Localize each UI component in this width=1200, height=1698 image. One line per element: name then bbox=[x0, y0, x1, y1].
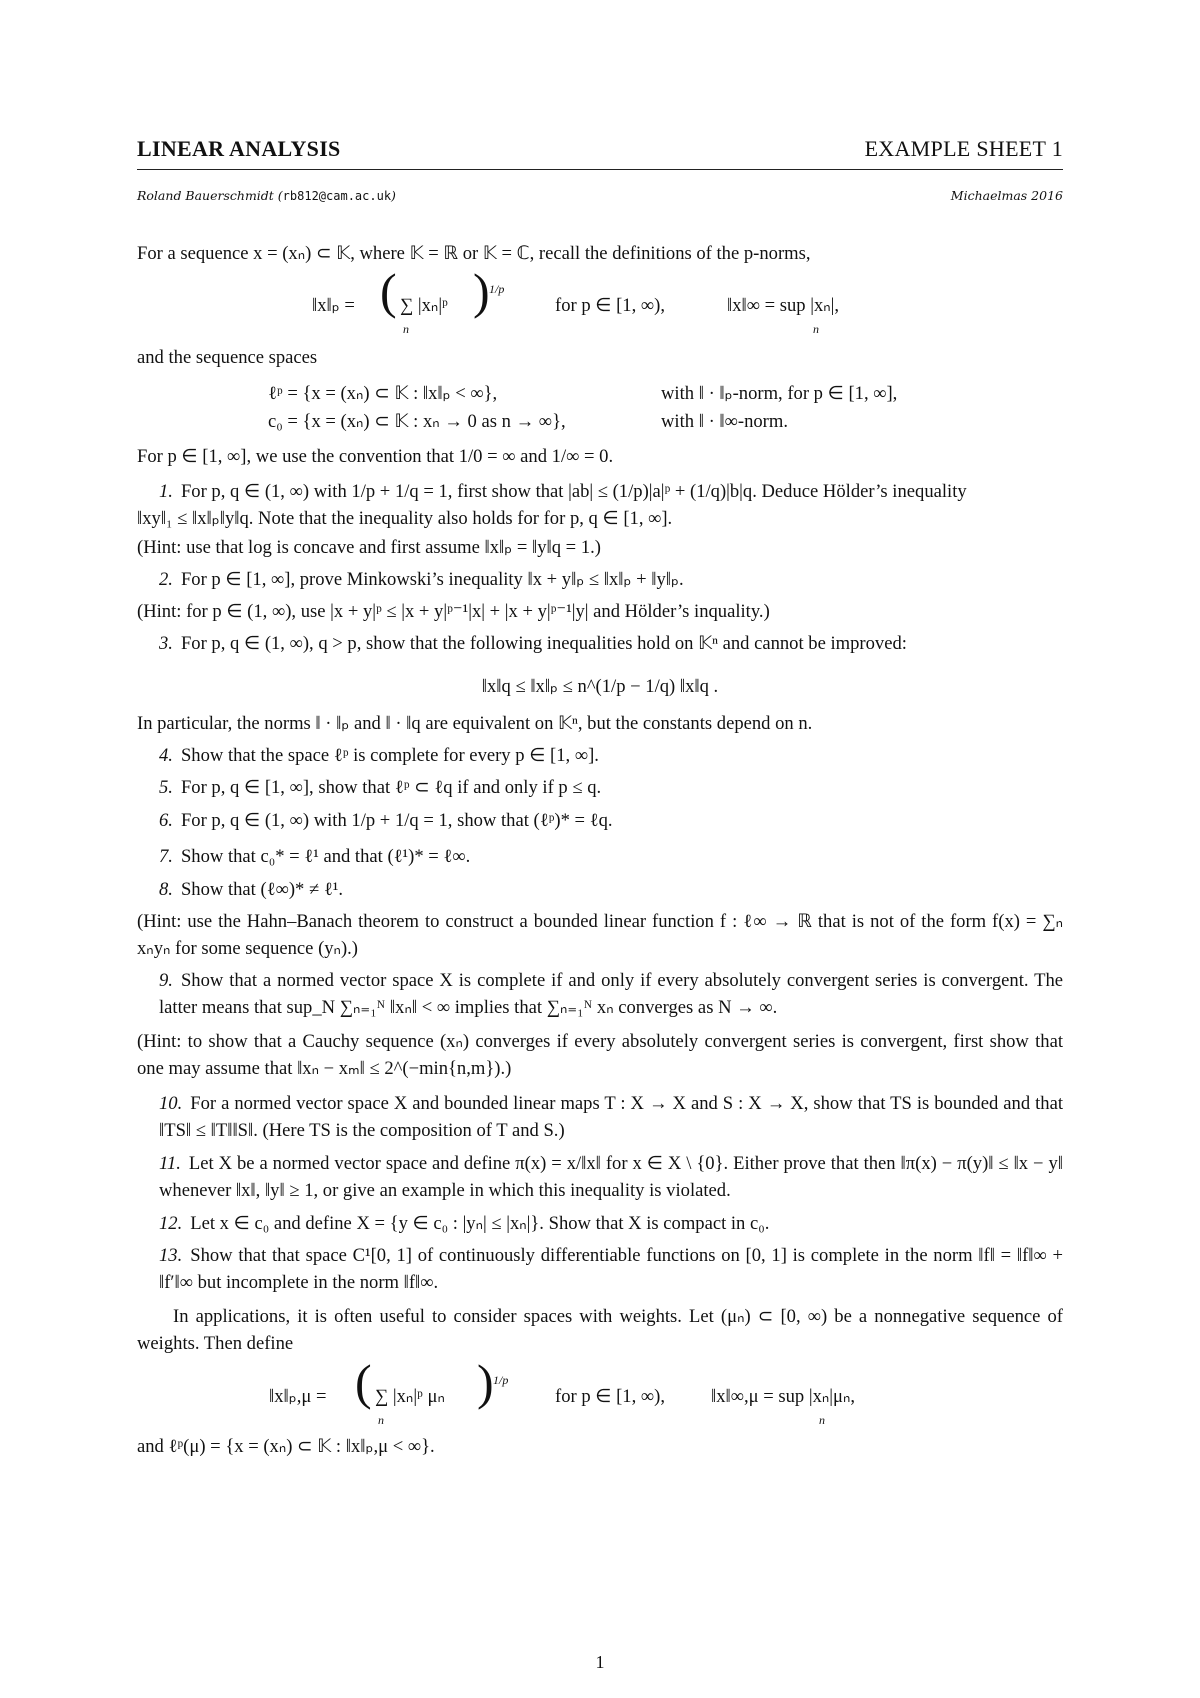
intro-line: For a sequence x = (xₙ) ⊂ 𝕂, where 𝕂 = ℝ or 𝕂 = ℂ, recall the definitions of the p-norms, bbox=[137, 243, 811, 264]
header-rule bbox=[137, 169, 1063, 170]
lp-definition bbox=[137, 380, 1063, 408]
weighted-range: for p ∈ [1, ∞), bbox=[555, 1386, 666, 1407]
sheet-label: EXAMPLE SHEET 1 bbox=[864, 136, 1063, 161]
problem-2 bbox=[137, 566, 1063, 593]
problem-number: 13. bbox=[159, 1245, 183, 1266]
problem-number: 8. bbox=[159, 879, 173, 900]
problem-number: 2. bbox=[159, 569, 173, 590]
problem-text: For p, q ∈ (1, ∞) with 1/p + 1/q = 1, show that (ℓᵖ)* = ℓq. bbox=[180, 810, 613, 831]
problem-number: 5. bbox=[159, 777, 173, 798]
problem-1-cont: ‖xy‖₁ ≤ ‖x‖ₚ‖y‖q. Note that the inequality also holds for for p, q ∈ [1, ∞]. bbox=[137, 508, 673, 529]
weights-paragraph: In applications, it is often useful to consider spaces with weights. Let (μₙ) ⊂ [0, ∞) be a nonnegative sequence of weights. Then define bbox=[137, 1306, 1063, 1354]
problem-number: 3. bbox=[159, 633, 173, 654]
weighted-sum: ∑ |xₙ|ᵖ μₙ bbox=[375, 1386, 445, 1407]
convention: For p ∈ [1, ∞], we use the convention that 1/0 = ∞ and 1/∞ = 0. bbox=[137, 446, 614, 467]
author-email[interactable]: rb812@cam.ac.uk bbox=[282, 189, 392, 203]
problem-text: For p ∈ [1, ∞], prove Minkowski’s inequality ‖x + y‖ₚ ≤ ‖x‖ₚ + ‖y‖ₚ. bbox=[180, 569, 684, 590]
author-name: Roland Bauerschmidt ( bbox=[137, 188, 283, 203]
problem-3-remark: In particular, the norms ‖ · ‖ₚ and ‖ · ‖q are equivalent on 𝕂ⁿ, but the constants depend on n. bbox=[137, 713, 813, 734]
problem-3 bbox=[137, 630, 1063, 657]
weighted-supnorm: ‖x‖∞,μ = sup |xₙ|μₙ, bbox=[711, 1386, 856, 1407]
problem-text: For a normed vector space X and bounded linear maps T : X → X and S : X → X, show that TS is bounded and that ‖TS‖ ≤ ‖T‖‖S‖. (Here TS is the composition of T and S.) bbox=[159, 1093, 1063, 1141]
problem-12 bbox=[137, 1210, 1063, 1237]
problem-number: 11. bbox=[159, 1153, 181, 1174]
weighted-norm-equation bbox=[137, 1354, 1063, 1427]
problem-5 bbox=[137, 774, 1063, 801]
pnorm-exponent: 1/p bbox=[489, 282, 505, 296]
problem-11 bbox=[137, 1150, 1063, 1204]
problem-10 bbox=[137, 1090, 1063, 1144]
problem-text: Show that (ℓ∞)* ≠ ℓ¹. bbox=[180, 879, 343, 900]
problem-1 bbox=[137, 478, 1063, 505]
problem-6 bbox=[137, 807, 1063, 834]
problem-3-equation: ‖x‖q ≤ ‖x‖ₚ ≤ n^(1/p − 1/q) ‖x‖q . bbox=[481, 676, 719, 697]
problem-text: For p, q ∈ (1, ∞), q > p, show that the following inequalities hold on 𝕂ⁿ and cannot be improved: bbox=[180, 633, 907, 654]
spaces-intro: and the sequence spaces bbox=[137, 347, 318, 368]
weighted-sum-index: n bbox=[378, 1413, 384, 1427]
problem-13 bbox=[137, 1242, 1063, 1296]
lp-norm-note: with ‖ · ‖ₚ-norm, for p ∈ [1, ∞], bbox=[661, 383, 898, 404]
problem-text: For p, q ∈ [1, ∞], show that ℓᵖ ⊂ ℓq if and only if p ≤ q. bbox=[180, 777, 602, 798]
problem-text: Show that c₀* = ℓ¹ and that (ℓ¹)* = ℓ∞. bbox=[180, 846, 471, 867]
problem-1-hint: (Hint: use that log is concave and first assume ‖x‖ₚ = ‖y‖q = 1.) bbox=[137, 537, 601, 558]
problem-text: Let x ∈ c₀ and define X = {y ∈ c₀ : |yₙ| ≤ |xₙ|}. Show that X is compact in c₀. bbox=[190, 1213, 770, 1234]
problem-number: 7. bbox=[159, 846, 173, 867]
c0-norm-note: with ‖ · ‖∞-norm. bbox=[661, 411, 788, 432]
lp-set: ℓᵖ = {x = (xₙ) ⊂ 𝕂 : ‖x‖ₚ < ∞}, bbox=[268, 383, 498, 404]
pnorm-sum-index: n bbox=[403, 322, 409, 336]
problem-number: 12. bbox=[159, 1213, 183, 1234]
weighted-space-def: and ℓᵖ(μ) = {x = (xₙ) ⊂ 𝕂 : ‖x‖ₚ,μ < ∞}. bbox=[137, 1436, 435, 1457]
weighted-exponent: 1/p bbox=[493, 1373, 509, 1387]
problem-number: 4. bbox=[159, 745, 173, 766]
problem-text: For p, q ∈ (1, ∞) with 1/p + 1/q = 1, first show that |ab| ≤ (1/p)|a|ᵖ + (1/q)|b|q. Deduce Hölder’s inequality bbox=[180, 481, 967, 502]
pnorm-lhs: ‖x‖ₚ = bbox=[312, 295, 355, 316]
left-paren: ( bbox=[355, 1354, 372, 1410]
page-number: 1 bbox=[595, 1652, 605, 1672]
author-line bbox=[137, 188, 396, 203]
problem-text: Let X be a normed vector space and define π(x) = x/‖x‖ for x ∈ X \ {0}. Either prove that then ‖π(x) − π(y)‖ ≤ ‖x − y‖ whenever ‖x‖, ‖y‖ ≥ 1, or give an example in which this inequality is violated. bbox=[159, 1153, 1063, 1201]
right-paren: ) bbox=[477, 1354, 494, 1410]
problem-text: Show that a normed vector space X is complete if and only if every absolutely convergent series is convergent. The latter means that sup_N ∑ₙ₌₁ᴺ ‖xₙ‖ < ∞ implies that ∑ₙ₌₁ᴺ xₙ converges as N → ∞. bbox=[159, 970, 1063, 1018]
subheader bbox=[137, 188, 1063, 208]
term-label: Michaelmas 2016 bbox=[950, 188, 1063, 203]
problem-text: Show that that space C¹[0, 1] of continuously differentiable functions on [0, 1] is complete in the norm ‖f‖ = ‖f‖∞ + ‖f′‖∞ but incomplete in the norm ‖f‖∞. bbox=[159, 1245, 1063, 1293]
problem-9 bbox=[137, 967, 1063, 1021]
problem-8-hint: (Hint: use the Hahn–Banach theorem to construct a bounded linear function f : ℓ∞ → ℝ that is not of the form f(x) = ∑ₙ xₙyₙ for some sequence (yₙ).) bbox=[137, 911, 1063, 959]
pnorm-equation bbox=[137, 263, 1063, 336]
problem-number: 9. bbox=[159, 970, 173, 991]
document-title: LINEAR ANALYSIS bbox=[137, 136, 341, 161]
problem-4 bbox=[137, 742, 1063, 769]
problem-7 bbox=[137, 843, 1063, 870]
right-paren: ) bbox=[473, 263, 490, 319]
problem-8 bbox=[137, 876, 1063, 903]
pnorm-range: for p ∈ [1, ∞), bbox=[555, 295, 666, 316]
weighted-norm-lhs: ‖x‖ₚ,μ = bbox=[269, 1386, 327, 1407]
page-header bbox=[137, 136, 1063, 168]
problem-number: 10. bbox=[159, 1093, 183, 1114]
supnorm: ‖x‖∞ = sup |xₙ|, bbox=[727, 295, 840, 316]
author-close: ) bbox=[391, 188, 396, 203]
supnorm-index: n bbox=[813, 322, 819, 336]
c0-set: c₀ = {x = (xₙ) ⊂ 𝕂 : xₙ → 0 as n → ∞}, bbox=[268, 411, 566, 432]
c0-definition bbox=[137, 408, 1063, 436]
problem-9-hint: (Hint: to show that a Cauchy sequence (xₙ) converges if every absolutely convergent series is convergent, first show that one may assume that ‖xₙ − xₘ‖ ≤ 2^(−min{n,m}).) bbox=[137, 1031, 1063, 1079]
pnorm-sum: ∑ |xₙ|ᵖ bbox=[400, 295, 448, 316]
problem-text: Show that the space ℓᵖ is complete for every p ∈ [1, ∞]. bbox=[180, 745, 599, 766]
left-paren: ( bbox=[380, 263, 397, 319]
weighted-supnorm-index: n bbox=[819, 1413, 825, 1427]
problem-number: 6. bbox=[159, 810, 173, 831]
problem-number: 1. bbox=[159, 481, 173, 502]
problem-2-hint: (Hint: for p ∈ (1, ∞), use |x + y|ᵖ ≤ |x + y|ᵖ⁻¹|x| + |x + y|ᵖ⁻¹|y| and Hölder’s inquality.) bbox=[137, 601, 770, 622]
